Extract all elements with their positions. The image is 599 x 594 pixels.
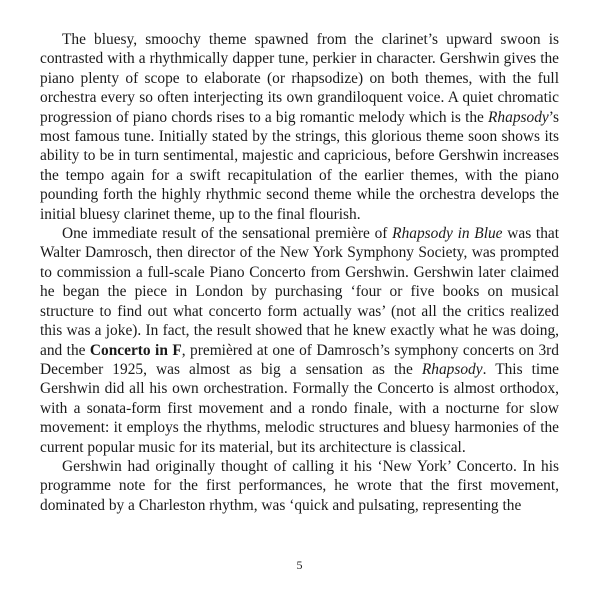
paragraph-2-text-d: . This time Gershwin did all his own orchestration. Formally the Concerto is almost orthodox, with a sonata-form first movement and a rondo finale, with a nocturne for slow movement: it employs the rhythms, melodic structures and bluesy harmonies of the current popular music for its material, but its architecture is classical. — [40, 360, 560, 456]
paragraph-1-text-a: The bluesy, smoochy theme spawned from the clarinet’s upward swoon is contrasted with a rhythmically dapper tune, perkier in character. Gershwin gives the piano plenty of scope to elaborate (or rhapsodize) on both themes, with the full orchestra every so often interjecting its own grandiloquent voice. A quiet chromatic progression of piano chords rises to a big romantic melody which is the — [40, 31, 559, 126]
paragraph-3-text-a: Gershwin had originally thought of calling it his ‘New York’ Concerto. In his programme note for the first performances, he wrote that the first movement, dominated by a Charleston rhythm, was ‘quick and pulsating, representing the — [40, 457, 559, 514]
page-body — [40, 30, 559, 515]
paragraph-2-text-a: One immediate result of the sensational première of — [62, 225, 393, 243]
paragraph-1-italic-rhapsody: Rhapsody — [488, 108, 549, 126]
paragraph-2 — [40, 224, 559, 457]
paragraph-1 — [40, 30, 559, 224]
page-number: 5 — [296, 558, 303, 572]
paragraph-1-text-b: ’s most famous tune. Initially stated by the strings, this glorious theme soon shows its ability to be in turn sentimental, majestic and capricious, before Gershwin increases the tempo again for a swift recapitulation of the earlier themes, with the piano pounding forth the highly rhythmic second theme while the orchestra develops the initial bluesy clarinet theme, up to the final flourish. — [40, 108, 559, 223]
paragraph-2-text-c: , premièred at one of Damrosch’s symphony concerts on 3rd December 1925, was almost as big a sensation as the — [40, 341, 559, 378]
paragraph-2-text-b: was that Walter Damrosch, then director of the New York Symphony Society, was prompted to commission a full-scale Piano Concerto from Gershwin. Gershwin later claimed he began the piece in London by purchasing ‘four or five books on musical structure to find out what concerto form actually was’ (not all the critics realized this was a joke). In fact, the result showed that he knew exactly what he was doing, and the — [40, 225, 559, 359]
paragraph-3 — [40, 457, 559, 515]
paragraph-2-italic-rhapsody: Rhapsody — [421, 360, 483, 378]
paragraph-2-bold-concerto-in-f: Concerto in F — [89, 341, 182, 359]
paragraph-2-italic-rhapsody-in-blue: Rhapsody in Blue — [392, 225, 503, 243]
